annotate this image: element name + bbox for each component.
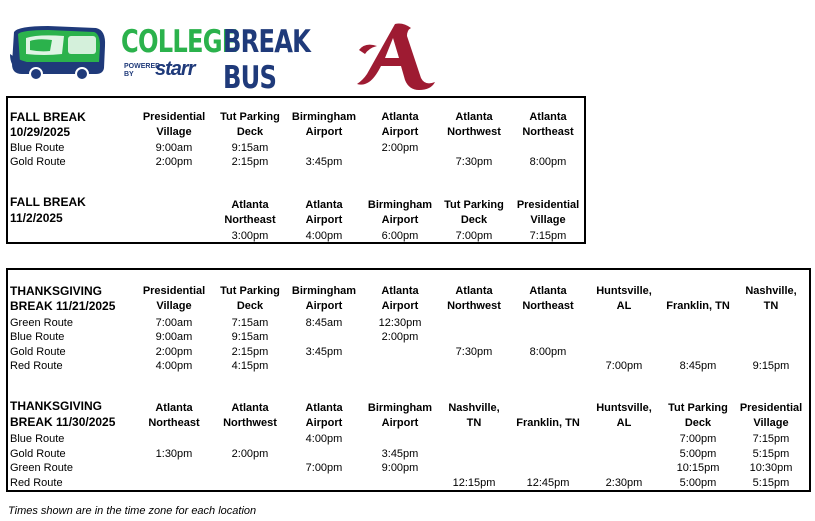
time-cell: 9:00am <box>155 142 193 154</box>
time-cell: 9:15pm <box>752 360 790 372</box>
section-date: 11/2/2025 <box>10 211 63 225</box>
col-header: Atlanta Northwest <box>223 402 277 429</box>
time-cell: 2:15pm <box>231 156 269 168</box>
time-cell: 8:00pm <box>529 156 567 168</box>
section-date: BREAK 11/30/2025 <box>10 415 116 429</box>
route-name: Blue Route <box>10 331 65 343</box>
time-cell: 7:00pm <box>455 230 493 242</box>
col-header: Birmingham Airport <box>367 402 433 429</box>
col-header: Atlanta Northwest <box>447 285 501 312</box>
route-name: Green Route <box>10 462 73 474</box>
thanksgiving-table <box>6 268 811 492</box>
time-cell: 7:30pm <box>455 346 493 358</box>
time-cell: 4:00pm <box>305 433 343 445</box>
time-cell: 8:00pm <box>529 346 567 358</box>
route-name: Red Route <box>10 477 63 489</box>
time-cell: 12:30pm <box>378 317 422 329</box>
col-header: Tut Parking Deck <box>668 402 728 429</box>
time-cell: 9:15am <box>231 142 269 154</box>
col-header: Atlanta Airport <box>305 402 343 429</box>
route-name: Green Route <box>10 317 73 329</box>
route-name: Blue Route <box>10 433 65 445</box>
time-cell: 5:15pm <box>752 448 790 460</box>
route-name: Gold Route <box>10 156 66 168</box>
col-header: Presidential Village <box>142 111 206 138</box>
col-header: Nashville, TN <box>745 285 797 312</box>
col-header: Presidential Village <box>516 199 580 226</box>
time-cell: 2:00pm <box>231 448 269 460</box>
time-cell: 3:45pm <box>305 156 343 168</box>
time-cell: 5:00pm <box>679 477 717 489</box>
col-header: Atlanta Northeast <box>522 285 574 312</box>
brand-break-bus: BREAK BUS <box>223 24 311 96</box>
col-header: Presidential Village <box>142 285 206 312</box>
time-cell: 4:00pm <box>305 230 343 242</box>
col-header: Huntsville, AL <box>596 402 652 429</box>
col-header: Atlanta Airport <box>305 199 343 226</box>
time-cell: 8:45pm <box>679 360 717 372</box>
time-cell: 7:00pm <box>305 462 343 474</box>
col-header: Huntsville, AL <box>596 285 652 312</box>
time-cell: 2:00pm <box>381 142 419 154</box>
time-cell: 12:15pm <box>452 477 496 489</box>
time-cell: 2:30pm <box>605 477 643 489</box>
time-cell: 8:45am <box>305 317 343 329</box>
time-cell: 2:15pm <box>231 346 269 358</box>
col-header: Tut Parking Deck <box>220 285 280 312</box>
col-header: Atlanta Northwest <box>447 111 501 138</box>
col-header: Franklin, TN <box>666 299 730 312</box>
route-name: Blue Route <box>10 142 65 154</box>
time-cell: 12:45pm <box>526 477 570 489</box>
time-cell: 5:00pm <box>679 448 717 460</box>
time-cell: 1:30pm <box>155 448 193 460</box>
time-cell: 4:00pm <box>155 360 193 372</box>
time-cell: 10:15pm <box>676 462 720 474</box>
time-cell: 9:00am <box>155 331 193 343</box>
time-cell: 7:15pm <box>752 433 790 445</box>
time-cell: 10:30pm <box>749 462 793 474</box>
col-header: Atlanta Northeast <box>148 402 200 429</box>
alabama-a-logo <box>355 20 439 92</box>
time-cell: 2:00pm <box>155 346 193 358</box>
bus-icon <box>8 24 108 82</box>
time-cell: 3:45pm <box>305 346 343 358</box>
section-date: 10/29/2025 <box>10 125 71 139</box>
powered-by-label: POWERED BY <box>124 63 161 78</box>
section-title: FALL BREAK <box>10 110 86 124</box>
col-header: Franklin, TN <box>516 416 580 429</box>
time-cell: 9:15am <box>231 331 269 343</box>
starr-logo: starr <box>155 58 195 80</box>
time-cell: 7:30pm <box>455 156 493 168</box>
time-cell: 3:00pm <box>231 230 269 242</box>
time-cell: 4:15pm <box>231 360 269 372</box>
fall-break-table <box>6 96 586 244</box>
col-header: Birmingham Airport <box>291 285 357 312</box>
time-cell: 7:15pm <box>529 230 567 242</box>
time-cell: 7:15am <box>231 317 269 329</box>
time-cell: 7:00am <box>155 317 193 329</box>
time-cell: 7:00pm <box>679 433 717 445</box>
route-name: Red Route <box>10 360 63 372</box>
time-cell: 2:00pm <box>155 156 193 168</box>
brand-college: COLLEGE <box>121 24 238 60</box>
col-header: Atlanta Northeast <box>522 111 574 138</box>
header-logo <box>8 22 408 96</box>
col-header: Tut Parking Deck <box>444 199 504 226</box>
section-title: THANKSGIVING <box>10 399 103 413</box>
route-name: Gold Route <box>10 346 66 358</box>
section-date: BREAK 11/21/2025 <box>10 299 116 313</box>
col-header: Tut Parking Deck <box>220 111 280 138</box>
col-header: Nashville, TN <box>448 402 500 429</box>
time-cell: 3:45pm <box>381 448 419 460</box>
time-cell: 5:15pm <box>752 477 790 489</box>
section-title: THANKSGIVING <box>10 284 103 298</box>
route-name: Gold Route <box>10 448 66 460</box>
col-header: Atlanta Airport <box>381 285 419 312</box>
time-cell: 2:00pm <box>381 331 419 343</box>
col-header: Atlanta Northeast <box>224 199 276 226</box>
timezone-note: Times shown are in the time zone for each location <box>8 505 257 517</box>
col-header: Atlanta Airport <box>381 111 419 138</box>
col-header: Birmingham Airport <box>367 199 433 226</box>
col-header: Presidential Village <box>739 402 803 429</box>
time-cell: 7:00pm <box>605 360 643 372</box>
time-cell: 9:00pm <box>381 462 419 474</box>
time-cell: 6:00pm <box>381 230 419 242</box>
col-header: Birmingham Airport <box>291 111 357 138</box>
section-title: FALL BREAK <box>10 195 86 209</box>
